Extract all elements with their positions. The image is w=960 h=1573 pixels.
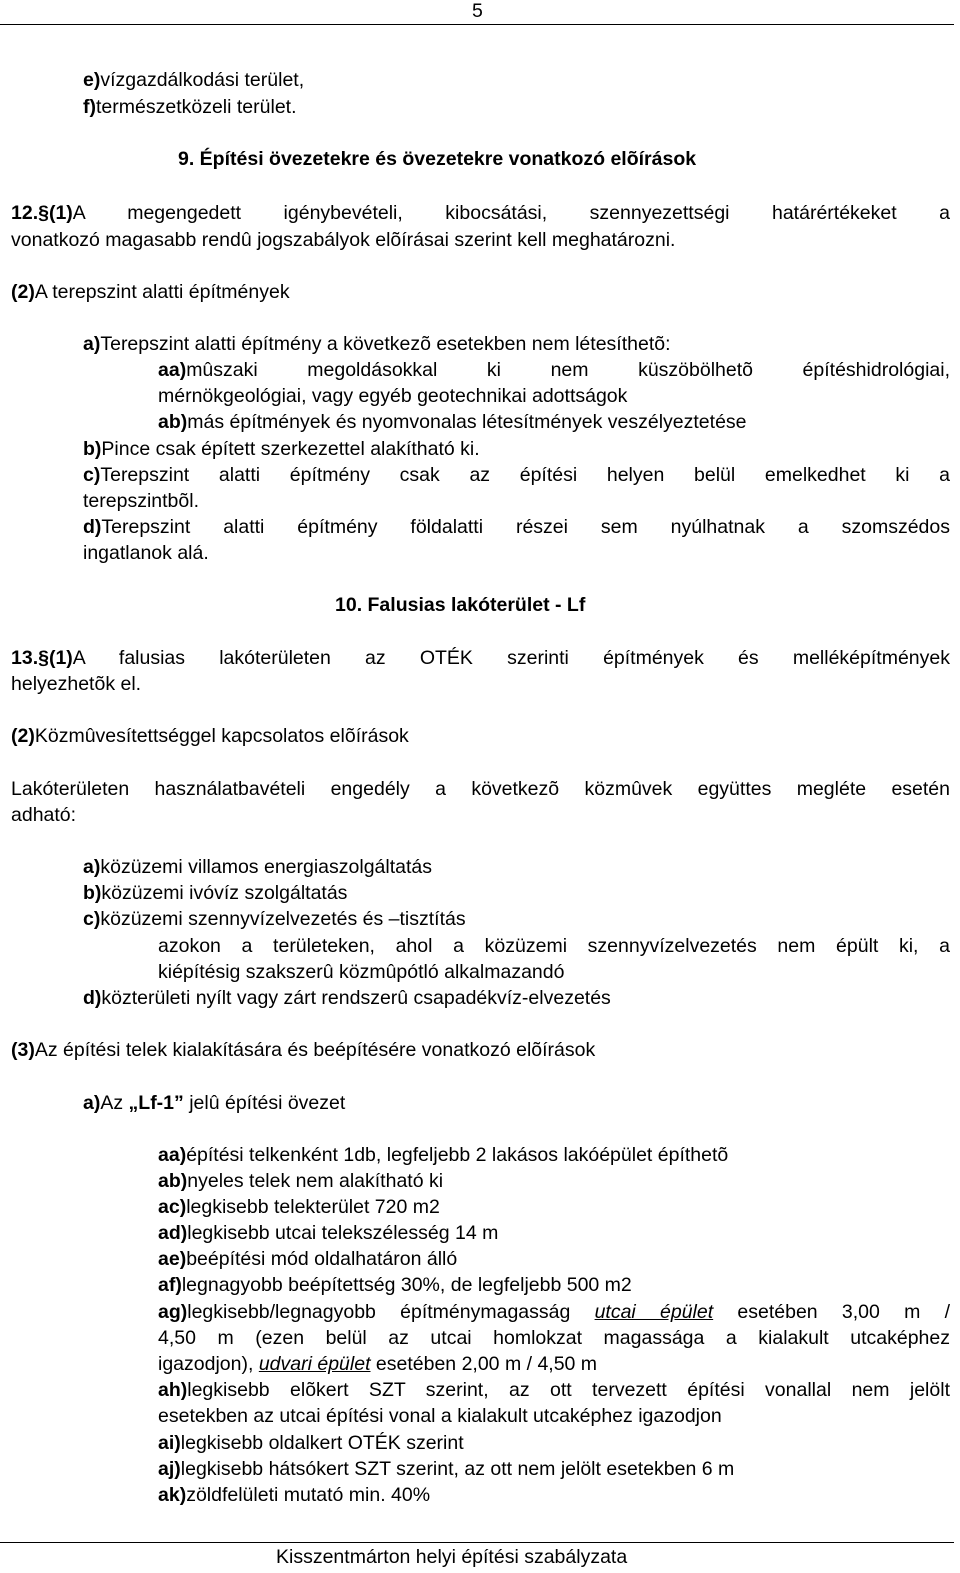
- item-aa-line1: aa)mûszaki megoldásokkal ki nem küszöbölhetõ építéshidrológiai,: [158, 359, 950, 381]
- rule-ad: ad)legkisebb utcai telekszélesség 14 m: [158, 1222, 499, 1244]
- section-9-heading: 9. Építési övezetekre és övezetekre vonatkozó elõírások: [178, 148, 697, 170]
- kozmu-item-c: c)közüzemi szennyvízelvezetés és –tisztítás: [83, 908, 466, 930]
- para-12-1-line1: 12.§(1)A megengedett igénybevételi, kibocsátási, szennyezettségi határértékeket a: [11, 202, 950, 224]
- item-d-line2: ingatlanok alá.: [83, 542, 209, 564]
- rule-ae: ae)beépítési mód oldalhatáron álló: [158, 1248, 458, 1270]
- para-13-1-line2: helyezhetõk el.: [11, 673, 142, 695]
- rule-ag-line3: igazodjon), udvari épület esetében 2,00 m / 4,50 m: [158, 1353, 598, 1375]
- para-12-1-line2: vonatkozó magasabb rendû jogszabályok elõírásai szerint kell meghatározni.: [11, 229, 676, 251]
- item-aa-line2: mérnökgeológiai, vagy egyéb geotechnikai adottságok: [158, 385, 628, 407]
- item-d-line1: d)Terepszint alatti építmény földalatti részei sem nyúlhatnak a szomszédos: [83, 516, 950, 538]
- rule-aj: aj)legkisebb hátsókert SZT szerint, az ott nem jelölt esetekben 6 m: [158, 1458, 735, 1480]
- rule-ak: ak)zöldfelületi mutató min. 40%: [158, 1484, 431, 1506]
- kozmu-item-b: b)közüzemi ivóvíz szolgáltatás: [83, 882, 348, 904]
- kozmu-item-c-note1: azokon a területeken, ahol a közüzemi szennyvízelvezetés nem épült ki, a: [158, 935, 950, 957]
- page-number: 5: [472, 0, 483, 22]
- item-c-line1: c)Terepszint alatti építmény csak az építési helyen belül emelkedhet ki a: [83, 464, 950, 486]
- para-13-1-line1: 13.§(1)A falusias lakóterületen az OTÉK szerinti építmények és melléképítmények: [11, 647, 950, 669]
- footer-text: Kisszentmárton helyi építési szabályzata: [276, 1546, 628, 1568]
- footer-rule: [0, 1542, 954, 1543]
- kozmu-item-a: a)közüzemi villamos energiaszolgáltatás: [83, 856, 432, 878]
- kozmu-item-d: d)közterületi nyílt vagy zárt rendszerû csapadékvíz-elvezetés: [83, 987, 611, 1009]
- rule-ag-line1: ag)legkisebb/legnagyobb építménymagasság utcai épület esetében 3,00 m /: [158, 1301, 950, 1323]
- rule-aa: aa)építési telkenként 1db, legfeljebb 2 lakásos lakóépület építhetõ: [158, 1144, 729, 1166]
- rule-ag-line2: 4,50 m (ezen belül az utcai homlokzat magassága a kialakult utcaképhez: [158, 1327, 950, 1349]
- rule-ac: ac)legkisebb telekterület 720 m2: [158, 1196, 440, 1218]
- lakoterulet-line2: adható:: [11, 804, 77, 826]
- rule-ab: ab)nyeles telek nem alakítható ki: [158, 1170, 444, 1192]
- subsection-13-3-heading: (3)Az építési telek kialakítására és beépítésére vonatkozó elõírások: [11, 1039, 596, 1061]
- list-item-f: f)természetközeli terület.: [83, 96, 297, 118]
- rule-ah-line1: ah)legkisebb elõkert SZT szerint, az ott tervezett építési vonallal nem jelölt: [158, 1379, 950, 1401]
- item-b: b)Pince csak épített szerkezettel alakítható ki.: [83, 438, 480, 460]
- rule-af: af)legnagyobb beépítettség 30%, de legfeljebb 500 m2: [158, 1274, 632, 1296]
- zone-lf1-heading: a)Az „Lf-1” jelû építési övezet: [83, 1092, 346, 1114]
- item-a: a)Terepszint alatti építmény a következõ esetekben nem létesíthetõ:: [83, 333, 671, 355]
- section-10-heading: 10. Falusias lakóterület - Lf: [335, 594, 586, 616]
- subsection-2-heading: (2)A terepszint alatti építmények: [11, 281, 290, 303]
- item-c-line2: terepszintbõl.: [83, 490, 199, 512]
- list-item-e: e)vízgazdálkodási terület,: [83, 69, 305, 91]
- kozmu-item-c-note2: kiépítésig szakszerû közmûpótló alkalmazandó: [158, 961, 565, 983]
- rule-ai: ai)legkisebb oldalkert OTÉK szerint: [158, 1432, 464, 1454]
- header-rule: [0, 24, 954, 25]
- subsection-13-2-heading: (2)Közmûvesítettséggel kapcsolatos elõírások: [11, 725, 409, 747]
- lakoterulet-line1: Lakóterületen használatbavételi engedély a következõ közmûvek együttes megléte esetén: [11, 778, 950, 800]
- rule-ah-line2: esetekben az utcai építési vonal a kialakult utcaképhez igazodjon: [158, 1405, 722, 1427]
- item-ab: ab)más építmények és nyomvonalas létesítmények veszélyeztetése: [158, 411, 747, 433]
